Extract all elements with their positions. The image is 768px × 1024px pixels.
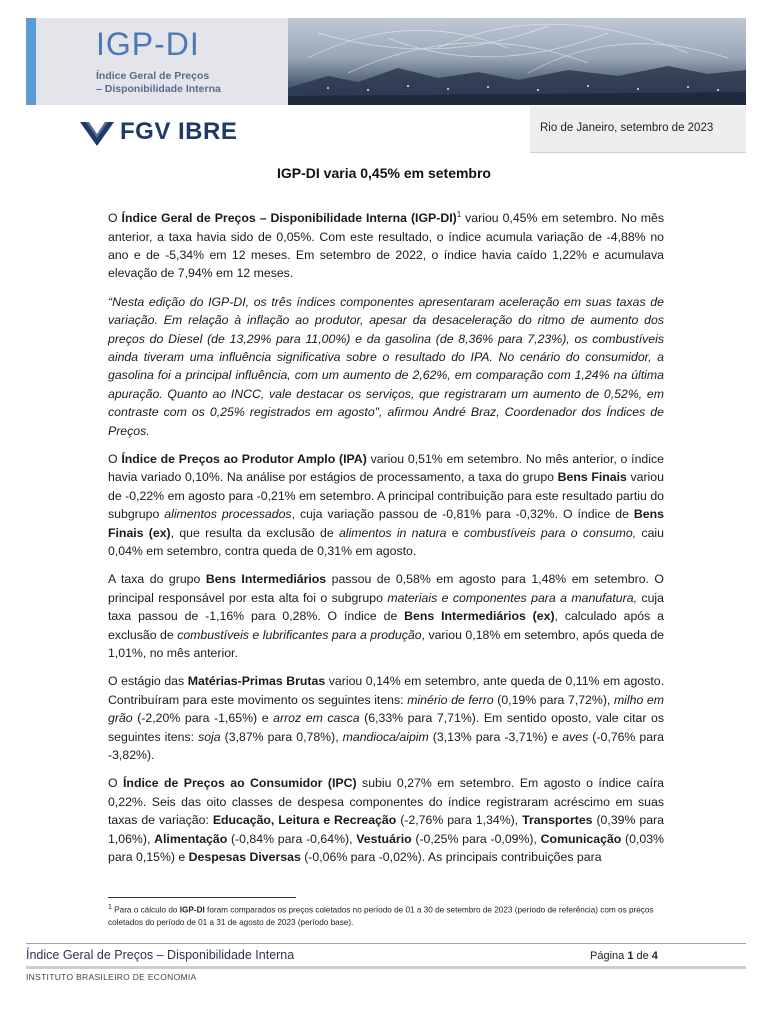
bold-term: IGP-DI [179, 905, 205, 915]
quote-text: “Nesta edição do IGP-DI, os três índices componentes apresentaram aceleração em suas taxas de variação. Em relação à inflação ao produtor, apesar da desaceleração do ritmo de aumento dos preços do Diesel (de 13,29% para 11,00%) e da gasolina (de 8,36% para 7,23%), os combustíveis ainda tiveram uma influência significativa sobre o resultado do IPA. No cenário do consumidor, a gasolina foi a principal influência, com um aumento de 2,62%, em comparação com 1,24% na última apuração. Quanto ao INCC, vale destacar os serviços, que registraram um aumento de 0,52%, em contraste com os 0,25% registrados em agosto", afirmou André Braz, Coordenador dos Índices de Preços. [108, 294, 664, 438]
bold-term: Despesas Diversas [188, 850, 301, 865]
bold-term: Transportes [522, 813, 593, 828]
banner-subtitle-line-2: – Disponibilidade Interna [96, 83, 221, 95]
paragraph-ipa [108, 450, 664, 560]
footnote-number: 1 [108, 904, 112, 911]
italic-term: aves [562, 729, 589, 744]
bold-term: Índice Geral de Preços – Disponibilidade Interna (IGP-DI) [121, 211, 457, 226]
page-of: de [633, 950, 652, 962]
italic-term: combustíveis para o consumo, [463, 525, 637, 540]
page-total: 4 [651, 950, 658, 962]
italic-term: alimentos in natura [338, 525, 447, 540]
italic-term: combustíveis e lubrificantes para a produção [177, 627, 422, 642]
text-run: A taxa do grupo [108, 572, 206, 587]
document-body [108, 206, 664, 877]
institute-name: INSTITUTO BRASILEIRO DE ECONOMIA [26, 972, 197, 982]
text-run: foram comparados os preços coletados no período de 01 a 30 de setembro de 2023 (período de referência) com os preços coletados do período de 01 a 31 de agosto de 2023 (período base). [108, 905, 654, 927]
text-run: , cuja variação passou de -0,81% para -0,32%. O índice de [291, 507, 634, 522]
text-run: (0,19% para 7,72%), [493, 692, 614, 707]
page-current: 1 [627, 950, 634, 962]
footer-divider [26, 943, 746, 944]
text-run: , variou 0,18% em setembro, após queda de 1,01%, no mês anterior. [108, 627, 664, 661]
bold-term: Bens Finais [557, 470, 627, 485]
text-run: (-0,84% para -0,64%), [227, 831, 357, 846]
footnote [108, 902, 664, 929]
header-banner [26, 18, 746, 105]
bold-term: Índice de Preços ao Produtor Amplo (IPA) [121, 451, 367, 466]
italic-term: alimentos processados [164, 507, 292, 522]
text-run: (3,87% para 0,78%), [220, 729, 343, 744]
logo-wordmark [120, 118, 237, 146]
bold-term: Matérias-Primas Brutas [187, 674, 326, 689]
banner-subtitle-line-1: Índice Geral de Preços [96, 70, 210, 82]
italic-term: soja [198, 729, 221, 744]
italic-term: minério de ferro [407, 692, 494, 707]
text-run: (-0,06% para -0,02%). As principais contribuições para [300, 850, 602, 865]
text-run: (0,39% para 1,06%), [108, 813, 664, 846]
paragraph-igp-di [108, 206, 664, 283]
bold-term: Comunicação [540, 831, 622, 846]
footer-title: Índice Geral de Preços – Disponibilidade Interna [26, 948, 295, 962]
italic-term: mandioca/aipim [342, 729, 429, 744]
text-run: (-2,20% para -1,65%) e [132, 711, 274, 726]
text-run: variou 0,14% em setembro, ante queda de 0,11% em agosto. Contribuíram para este movimento os seguintes itens: [108, 674, 665, 707]
text-run: O [108, 451, 122, 466]
date-line: Rio de Janeiro, setembro de 2023 [540, 122, 714, 134]
italic-term: milho em grão [108, 692, 664, 726]
italic-term: arroz em casca [273, 711, 360, 726]
bold-term: Bens Intermediários [205, 572, 327, 587]
text-run: subiu 0,27% em setembro. Em agosto o índice caíra 0,22%. Seis das oito classes de despesa componentes do índice registraram acréscimo em suas taxas de variação: [108, 776, 664, 828]
bold-term: Educação, Leitura e Recreação [212, 813, 397, 828]
text-run: O [108, 776, 124, 791]
text-run: O [108, 211, 122, 226]
page-label: Página [590, 950, 628, 962]
footnote-divider [108, 897, 296, 898]
bold-term: Bens Finais (ex) [108, 507, 664, 540]
banner-title: IGP-DI [96, 26, 200, 62]
page-number [590, 950, 658, 962]
text-run: (-2,76% para 1,34%), [396, 813, 523, 828]
text-run: Para o cálculo do [111, 905, 180, 915]
bold-term: Índice de Preços ao Consumidor (IPC) [123, 776, 357, 791]
text-run: variou 0,51% em setembro. No mês anterior, o índice havia variado 0,10%. Na análise por estágios de processamento, a taxa do grupo [108, 451, 664, 485]
logo-wordmark-text: FGV IBRE [120, 118, 238, 145]
text-run: variou de -0,22% em agosto para -0,21% em setembro. A principal contribuição para este resultado partiu do subgrupo [108, 470, 664, 522]
date-box [530, 106, 746, 153]
text-run: caiu 0,04% em setembro, contra queda de 0,31% em agosto. [108, 525, 664, 558]
text-run: (0,03% para 0,15%) e [108, 831, 664, 865]
banner-accent-stripe [26, 18, 36, 105]
footnote-reference[interactable]: 1 [456, 210, 462, 219]
city-network-illustration [288, 18, 746, 105]
text-run: O estágio das [108, 674, 188, 689]
text-run: cuja taxa passou de -1,16% para 0,28%. O índice de [108, 590, 664, 624]
paragraph-quote [108, 293, 664, 440]
bold-term: Alimentação [154, 831, 228, 846]
bold-term: Vestuário [356, 831, 412, 846]
document-title: IGP-DI varia 0,45% em setembro [277, 165, 491, 181]
text-run: (6,33% para 7,71%). Em sentido oposto, vale citar os seguintes itens: [108, 711, 664, 744]
text-run: (-0,76% para -3,82%). [108, 729, 664, 763]
banner-city-image [288, 18, 746, 105]
bold-term: Bens Intermediários (ex) [404, 609, 555, 624]
text-run: (3,13% para -3,71%) e [428, 729, 563, 744]
text-run: , que resulta da exclusão de [170, 525, 339, 540]
text-run: e [446, 525, 464, 540]
paragraph-bens-intermediarios [108, 570, 664, 662]
paragraph-materias-primas [108, 672, 664, 764]
text-run: passou de 0,58% em agosto para 1,48% em setembro. O principal responsável por esta alta foi o subgrupo [108, 572, 664, 605]
text-run: , calculado após a exclusão de [108, 609, 664, 642]
text-run: (-0,25% para -0,09%), [411, 831, 541, 846]
footer-bar [26, 966, 746, 969]
italic-term: materiais e componentes para a manufatura, [387, 590, 638, 605]
banner-title-panel [26, 18, 288, 105]
paragraph-ipc [108, 774, 664, 866]
banner-subtitle [96, 70, 221, 96]
text-run: variou 0,45% em setembro. No mês anterior, a taxa havia sido de 0,05%. Com este resultado, o índice acumula variação de -4,88% no ano e de -5,34% em 12 meses. Em setembro de 2022, o índice havia caído 1,22% e acumulava elevação de 7,94% em 12 meses. [108, 211, 664, 281]
